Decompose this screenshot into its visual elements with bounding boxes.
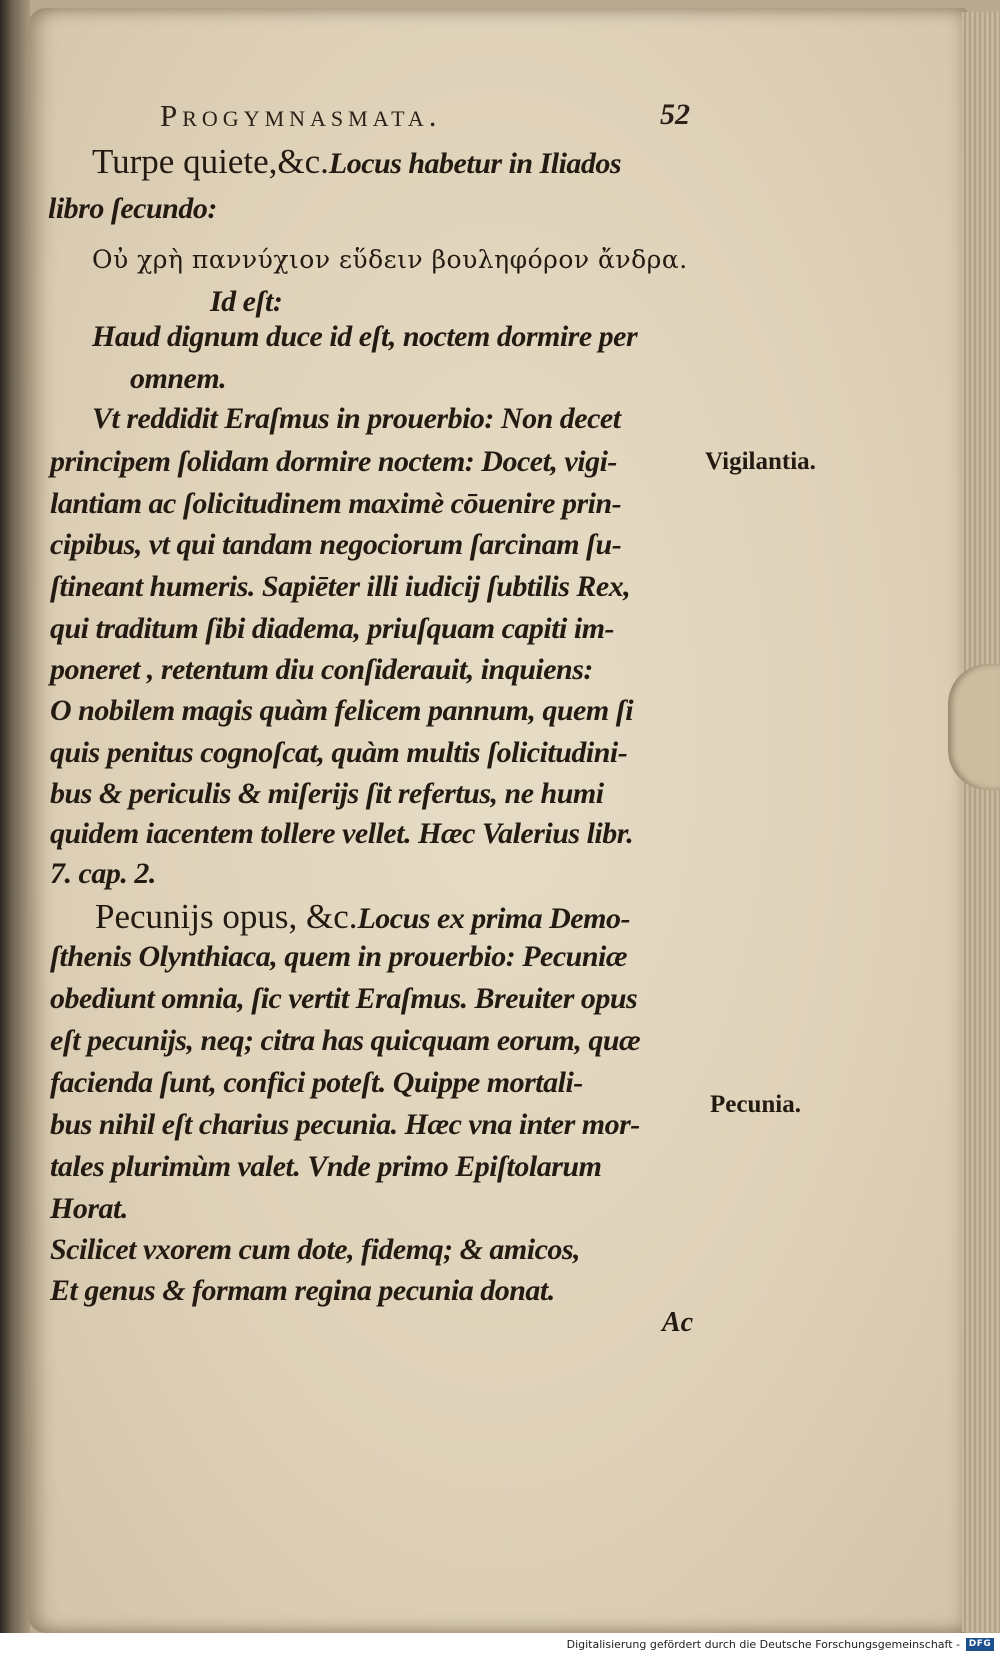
text-line — [50, 1274, 555, 1308]
commentary-text: quidem iacentem tollere vellet. Hæc Valerius libr. — [50, 817, 634, 850]
text-line — [92, 320, 637, 354]
commentary-text: ſtineant humeris. Sapiēter illi iudicij ſubtilis Rex, — [50, 570, 631, 603]
commentary-text: Locus ex prima Demo- — [357, 902, 630, 935]
commentary-text: O nobilem magis quàm felicem pannum, quem ſi — [50, 694, 634, 727]
margin-note-pecunia: Pecunia. — [710, 1091, 801, 1118]
commentary-text: obediunt omnia, ſic vertit Eraſmus. Breuiter opus — [50, 982, 638, 1015]
commentary-text: eſt pecunijs, neq; citra has quicquam eorum, quæ — [50, 1024, 641, 1057]
text-line — [50, 1150, 601, 1184]
text-line — [50, 1108, 640, 1142]
text-line — [50, 777, 604, 811]
text-line — [210, 285, 282, 319]
text-line — [95, 897, 630, 937]
commentary-text: Horat. — [50, 1192, 128, 1225]
commentary-text: poneret , retentum diu conſiderauit, inquiens: — [50, 653, 593, 686]
commentary-text: cipibus, vt qui tandam negociorum ſarcinam ſu- — [50, 528, 622, 561]
commentary-text: bus & periculis & miſerijs ſit refertus, ne humi — [50, 777, 604, 810]
text-line — [50, 570, 630, 604]
text-line — [50, 857, 156, 891]
text-line — [50, 653, 593, 687]
lemma-text: Pecunijs opus, &c. — [95, 897, 358, 936]
text-line — [50, 1024, 640, 1058]
commentary-text: Et genus & formam regina pecunia donat. — [50, 1274, 555, 1307]
commentary-text: Scilicet vxorem cum dote, fidemq; & amicos, — [50, 1233, 581, 1266]
previous-page-edge — [0, 0, 30, 1657]
text-line — [50, 982, 637, 1016]
lemma-text: Turpe quiete,&c. — [92, 142, 329, 181]
commentary-text: qui traditum ſibi diadema, priuſquam capiti im- — [50, 612, 615, 645]
text-line — [50, 817, 633, 851]
digitization-footer — [0, 1633, 1000, 1657]
commentary-text: Locus habetur in Iliados — [328, 147, 622, 180]
running-title: Progymnasmata. — [160, 98, 442, 133]
commentary-text: facienda ſunt, confici poteſt. Quippe mortali- — [50, 1066, 583, 1099]
text-line — [50, 612, 614, 646]
text-line — [50, 940, 627, 974]
commentary-text: principem ſolidam dormire noctem: Docet, vigi- — [50, 445, 617, 478]
greek-verse: Οὐ χρὴ παννύχιον εὕδειν βουληφόρον ἄνδρα. — [92, 245, 688, 274]
footer-credit: Digitalisierung gefördert durch die Deutsche Forschungsgemeinschaft - — [566, 1638, 960, 1651]
commentary-text: omnem. — [130, 362, 227, 395]
catchword: Ac — [662, 1307, 694, 1338]
text-line — [50, 1233, 580, 1267]
commentary-text: Vt reddidit Eraſmus in prouerbio: Non decet — [92, 402, 621, 435]
text-line — [50, 694, 633, 728]
folio-number: 52 — [660, 98, 690, 131]
commentary-text: Id eſt: — [210, 285, 283, 318]
text-line — [50, 487, 621, 521]
text-line — [50, 528, 621, 562]
commentary-text: quis penitus cognoſcat, quàm multis ſolicitudini- — [50, 736, 628, 769]
dfg-logo: DFG — [966, 1638, 994, 1651]
commentary-text: 7. cap. 2. — [50, 857, 156, 890]
commentary-text: Haud dignum duce id eſt, noctem dormire per — [92, 320, 638, 353]
clasp-tab — [948, 664, 1000, 790]
commentary-text: ſthenis Olynthiaca, quem in prouerbio: Pecuniæ — [50, 940, 628, 973]
text-line — [50, 445, 617, 479]
text-line — [48, 192, 217, 226]
text-line — [50, 1192, 128, 1226]
page-block-edge — [962, 12, 1000, 1632]
text-line — [130, 362, 226, 396]
text-line — [92, 142, 621, 182]
text-line — [92, 242, 688, 276]
commentary-text: lantiam ac ſolicitudinem maximè cōuenire prin- — [50, 487, 622, 520]
commentary-text: libro ſecundo: — [48, 192, 217, 225]
page-header — [0, 98, 1000, 138]
commentary-text: bus nihil eſt charius pecunia. Hæc vna inter mor- — [50, 1108, 640, 1141]
text-line — [50, 1066, 583, 1100]
margin-note-vigilantia: Vigilantia. — [705, 448, 816, 475]
commentary-text: tales plurimùm valet. Vnde primo Epiſtolarum — [50, 1150, 602, 1183]
text-line — [50, 736, 627, 770]
text-line — [92, 402, 621, 436]
